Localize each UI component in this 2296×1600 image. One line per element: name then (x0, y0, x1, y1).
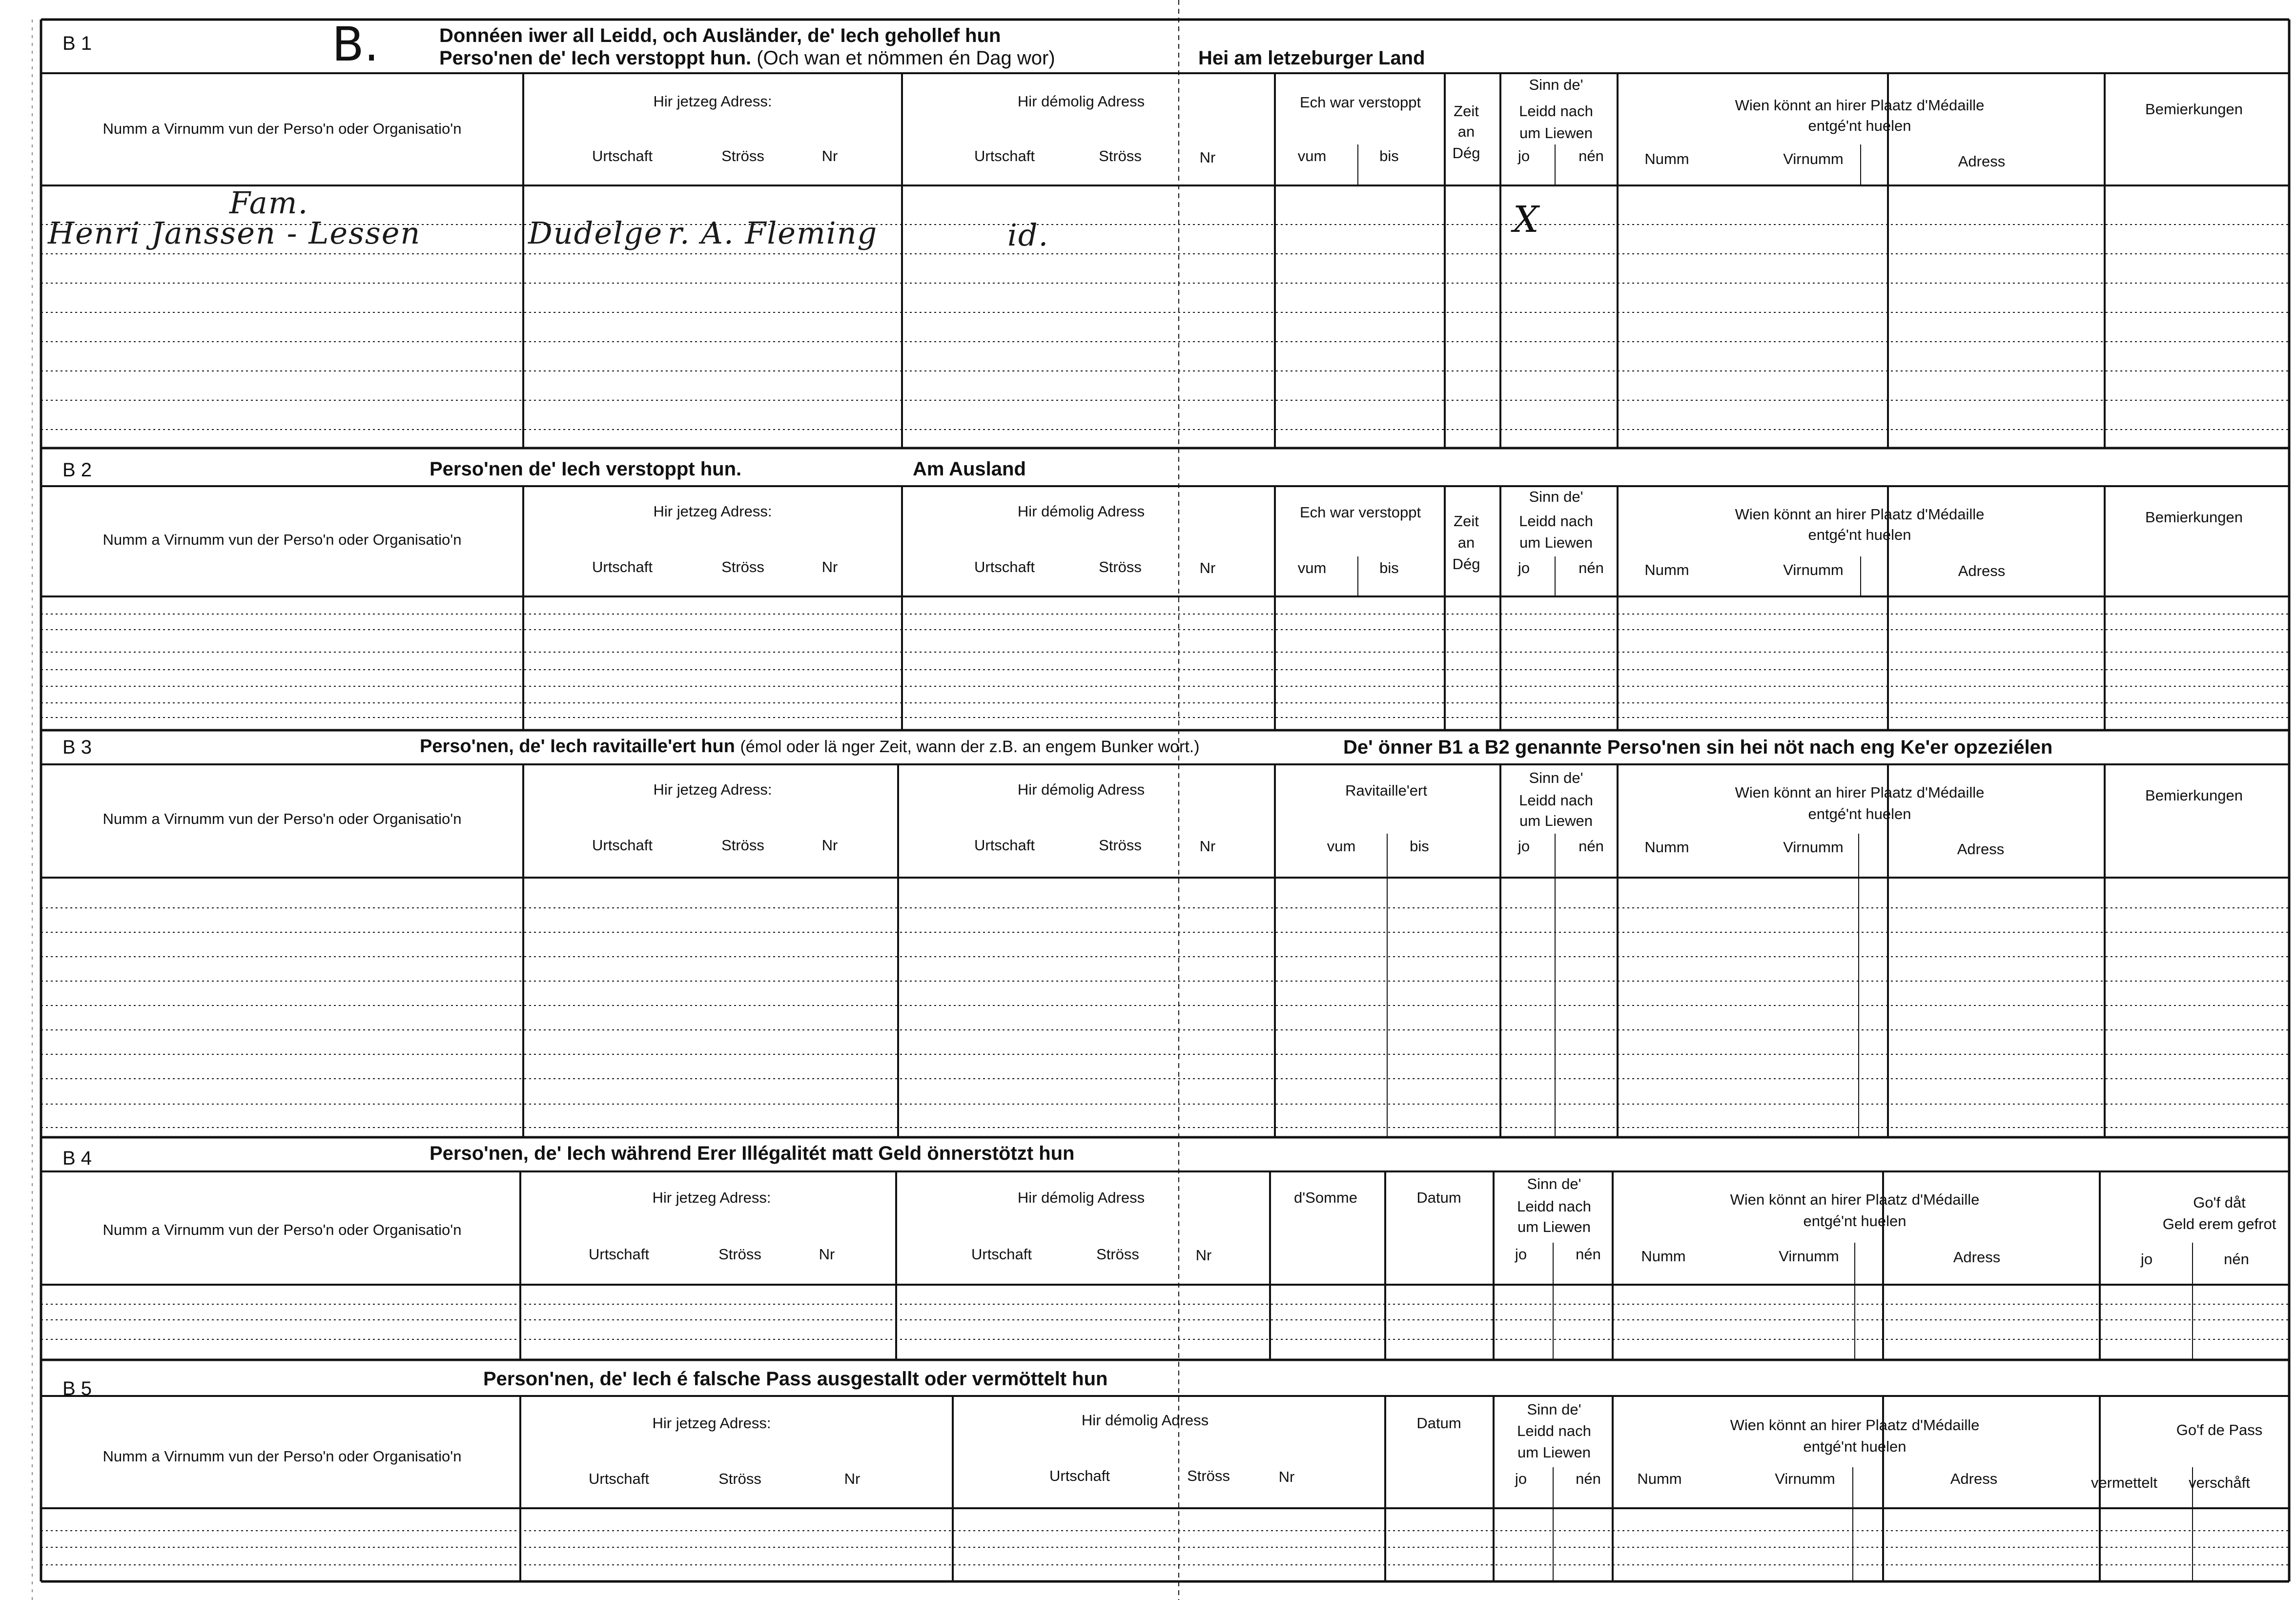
b2-hidden-header: Ech war verstoppt (1299, 504, 1421, 521)
b3-alive-no: nén (1578, 838, 1604, 855)
b2-medal-2: entgé'nt huelen (1808, 526, 1911, 543)
entry-name: Henri Janssen - Lessen (48, 215, 421, 251)
b1-alive-3: um Liewen (1519, 124, 1593, 142)
b3-supplied-to: bis (1410, 838, 1429, 855)
b2-former-street: Ströss (1099, 558, 1142, 575)
b4-former-nr: Nr (1195, 1247, 1212, 1264)
b5-name-header: Numm a Virnumm vun der Perso'n oder Organisatio'n (102, 1448, 462, 1465)
section-b1-title-line1: Donnéen iwer all Leidd, och Ausländer, de' Iech gehollef hun (439, 25, 1001, 46)
b4-medal-2: entgé'nt huelen (1803, 1212, 1906, 1230)
b5-alive-3: um Liewen (1517, 1444, 1591, 1461)
b3-current-place: Urtschaft (592, 837, 653, 854)
section-b1-code: B 1 (62, 33, 92, 54)
b4-repaid-no: nén (2224, 1251, 2249, 1268)
b2-remarks: Bemierkungen (2145, 509, 2243, 526)
b1-hidden-header: Ech war verstoppt (1299, 94, 1421, 111)
b2-current-nr: Nr (821, 558, 838, 575)
b3-former-address-header: Hir démolig Adress (1017, 781, 1145, 798)
section-b3-note-right: De' önner B1 a B2 genannte Perso'nen sin hei nöt nach eng Ke'er opzeziélen (1343, 737, 2053, 758)
b4-repaid-1: Go'f dåt (2193, 1194, 2246, 1211)
b1-current-street: Ströss (721, 147, 764, 164)
b3-medal-name: Numm (1644, 839, 1689, 856)
b4-alive-2: Leidd nach (1517, 1198, 1591, 1215)
b2-medal-address: Adress (1958, 562, 2006, 579)
b5-alive-yes: jo (1515, 1470, 1527, 1487)
b3-medal-firstname: Virnumm (1783, 839, 1844, 856)
entry-current-place: Dudelge (528, 215, 663, 251)
b1-medal-address: Adress (1958, 153, 2006, 170)
b5-alive-no: nén (1576, 1470, 1601, 1487)
b5-date-header: Datum (1416, 1415, 1461, 1432)
b1-medal-2: entgé'nt huelen (1808, 117, 1911, 134)
section-b1-title-line2: Perso'nen de' Iech verstoppt hun. (Och wan et nömmen én Dag wor) (439, 47, 1055, 69)
b2-former-address-header: Hir démolig Adress (1017, 503, 1145, 520)
b2-days-2: an (1457, 534, 1475, 551)
b4-current-nr: Nr (819, 1246, 835, 1263)
b3-alive-2: Leidd nach (1519, 792, 1593, 809)
b4-current-street: Ströss (718, 1246, 761, 1263)
b4-medal-firstname: Virnumm (1779, 1248, 1839, 1265)
b1-days-2: an (1457, 123, 1475, 140)
b5-medal-firstname: Virnumm (1775, 1470, 1835, 1487)
b5-alive-1: Sinn de' (1527, 1401, 1581, 1418)
b4-repaid-yes: jo (2140, 1251, 2153, 1268)
b3-former-street: Ströss (1099, 837, 1142, 854)
b1-alive-1: Sinn de' (1529, 76, 1583, 93)
b3-name-header: Numm a Virnumm vun der Perso'n oder Organisatio'n (102, 810, 462, 827)
b5-current-nr: Nr (844, 1470, 861, 1487)
entry-alive-yes-mark: X (1513, 199, 1539, 241)
b5-medal-2: entgé'nt huelen (1803, 1438, 1906, 1455)
b1-medal-1: Wien könnt an hirer Plaatz d'Médaille (1735, 97, 1985, 114)
b1-name-header: Numm a Virnumm vun der Perso'n oder Organisatio'n (102, 120, 462, 137)
b5-former-nr: Nr (1278, 1468, 1295, 1485)
section-b2-code: B 2 (62, 459, 92, 481)
b3-medal-address: Adress (1957, 841, 2005, 858)
b1-days-3: Dég (1452, 144, 1480, 162)
section-b4-title: Perso'nen, de' Iech während Erer Illégalitét matt Geld önnerstötzt hun (430, 1143, 1075, 1164)
b1-medal-firstname: Virnumm (1783, 150, 1844, 167)
entry-name-prefix: Fam. (229, 185, 309, 221)
b3-medal-2: entgé'nt huelen (1808, 805, 1911, 822)
b1-current-nr: Nr (821, 147, 838, 164)
b5-medal-name: Numm (1637, 1470, 1682, 1487)
b4-alive-yes: jo (1515, 1246, 1527, 1263)
b1-former-nr: Nr (1199, 149, 1216, 166)
b4-date-header: Datum (1416, 1189, 1461, 1206)
b2-current-place: Urtschaft (592, 558, 653, 575)
b3-alive-3: um Liewen (1519, 812, 1593, 829)
b3-remarks: Bemierkungen (2145, 787, 2243, 804)
b1-medal-name: Numm (1644, 150, 1689, 167)
b4-former-place: Urtschaft (971, 1246, 1032, 1263)
b4-alive-1: Sinn de' (1527, 1175, 1581, 1192)
b1-hidden-to: bis (1379, 147, 1399, 164)
b5-former-street: Ströss (1187, 1467, 1230, 1484)
page-letter: B. (332, 17, 379, 72)
b3-former-nr: Nr (1199, 838, 1216, 855)
b3-alive-1: Sinn de' (1529, 769, 1583, 786)
b4-sum-header: d'Somme (1294, 1189, 1357, 1206)
b3-current-street: Ströss (721, 837, 764, 854)
section-b5-code: B 5 (62, 1378, 92, 1399)
b5-medal-1: Wien könnt an hirer Plaatz d'Médaille (1730, 1416, 1980, 1434)
b4-alive-3: um Liewen (1517, 1218, 1591, 1235)
entry-former-address: id. (1007, 217, 1049, 253)
b2-alive-3: um Liewen (1519, 534, 1593, 551)
b5-current-place: Urtschaft (588, 1470, 650, 1487)
b2-former-place: Urtschaft (974, 558, 1035, 575)
b1-hidden-from: vum (1297, 147, 1327, 164)
b1-former-address-header: Hir démolig Adress (1017, 93, 1145, 110)
b2-hidden-from: vum (1297, 559, 1327, 576)
b3-current-address-header: Hir jetzeg Adress: (653, 781, 772, 798)
b5-current-street: Ströss (718, 1470, 761, 1487)
b1-former-place: Urtschaft (974, 147, 1035, 164)
b5-current-address-header: Hir jetzeg Adress: (652, 1415, 771, 1432)
b4-medal-address: Adress (1953, 1249, 2001, 1266)
b2-alive-no: nén (1578, 559, 1604, 576)
b2-former-nr: Nr (1199, 559, 1216, 576)
b1-former-street: Ströss (1099, 147, 1142, 164)
b4-current-address-header: Hir jetzeg Adress: (652, 1189, 771, 1206)
b4-current-place: Urtschaft (588, 1246, 650, 1263)
b4-repaid-2: Geld erem gefrot (2162, 1215, 2276, 1232)
b1-alive-yes: jo (1517, 147, 1530, 164)
b2-medal-name: Numm (1644, 561, 1689, 578)
b4-name-header: Numm a Virnumm vun der Perso'n oder Organisatio'n (102, 1221, 462, 1238)
b1-alive-2: Leidd nach (1519, 103, 1593, 120)
b4-former-street: Ströss (1096, 1246, 1139, 1263)
b5-pass-procured: verschåft (2189, 1474, 2250, 1491)
section-b4-code: B 4 (62, 1148, 92, 1169)
b1-days-1: Zeit (1454, 103, 1479, 120)
b3-supplied-header: Ravitaille'ert (1345, 782, 1427, 799)
b2-current-address-header: Hir jetzeg Adress: (653, 503, 772, 520)
section-b1-title-right: Hei am letzeburger Land (1198, 47, 1425, 69)
b2-days-1: Zeit (1454, 513, 1479, 530)
b2-current-street: Ströss (721, 558, 764, 575)
section-b3-code: B 3 (62, 737, 92, 758)
b4-alive-no: nén (1576, 1246, 1601, 1263)
b1-current-place: Urtschaft (592, 147, 653, 164)
b2-medal-1: Wien könnt an hirer Plaatz d'Médaille (1735, 506, 1985, 523)
b2-hidden-to: bis (1379, 559, 1399, 576)
b5-pass-header: Go'f de Pass (2176, 1421, 2263, 1438)
b3-alive-yes: jo (1517, 838, 1530, 855)
b1-current-address-header: Hir jetzeg Adress: (653, 93, 772, 110)
b2-medal-firstname: Virnumm (1783, 561, 1844, 578)
entry-current-street: r. A. Fleming (668, 215, 878, 251)
b3-medal-1: Wien könnt an hirer Plaatz d'Médaille (1735, 784, 1985, 801)
section-b2-title: Perso'nen de' Iech verstoppt hun. (430, 458, 742, 480)
section-b2-region: Am Ausland (913, 458, 1026, 480)
b3-former-place: Urtschaft (974, 837, 1035, 854)
b5-alive-2: Leidd nach (1517, 1422, 1591, 1439)
b4-medal-name: Numm (1641, 1248, 1686, 1265)
b1-remarks: Bemierkungen (2145, 101, 2243, 118)
b5-former-place: Urtschaft (1049, 1467, 1110, 1484)
b3-supplied-from: vum (1327, 838, 1356, 855)
b4-medal-1: Wien könnt an hirer Plaatz d'Médaille (1730, 1191, 1980, 1208)
b2-alive-1: Sinn de' (1529, 488, 1583, 505)
b5-medal-address: Adress (1950, 1470, 1998, 1487)
b2-alive-yes: jo (1517, 559, 1530, 576)
b4-former-address-header: Hir démolig Adress (1017, 1189, 1145, 1206)
b2-name-header: Numm a Virnumm vun der Perso'n oder Organisatio'n (102, 531, 462, 548)
b5-former-address-header: Hir démolig Adress (1081, 1412, 1209, 1429)
b2-days-3: Dég (1452, 555, 1480, 573)
b3-current-nr: Nr (821, 837, 838, 854)
b2-alive-2: Leidd nach (1519, 513, 1593, 530)
b1-alive-no: nén (1578, 147, 1604, 164)
section-b3-title: Perso'nen, de' Iech ravitaille'ert hun (émol oder lä nger Zeit, wann der z.B. an engem Bunker wort.) (420, 736, 1200, 757)
b5-pass-mediated: vermettelt (2091, 1474, 2158, 1491)
section-b5-title: Person'nen, de' Iech é falsche Pass ausgestallt oder vermöttelt hun (483, 1368, 1108, 1390)
